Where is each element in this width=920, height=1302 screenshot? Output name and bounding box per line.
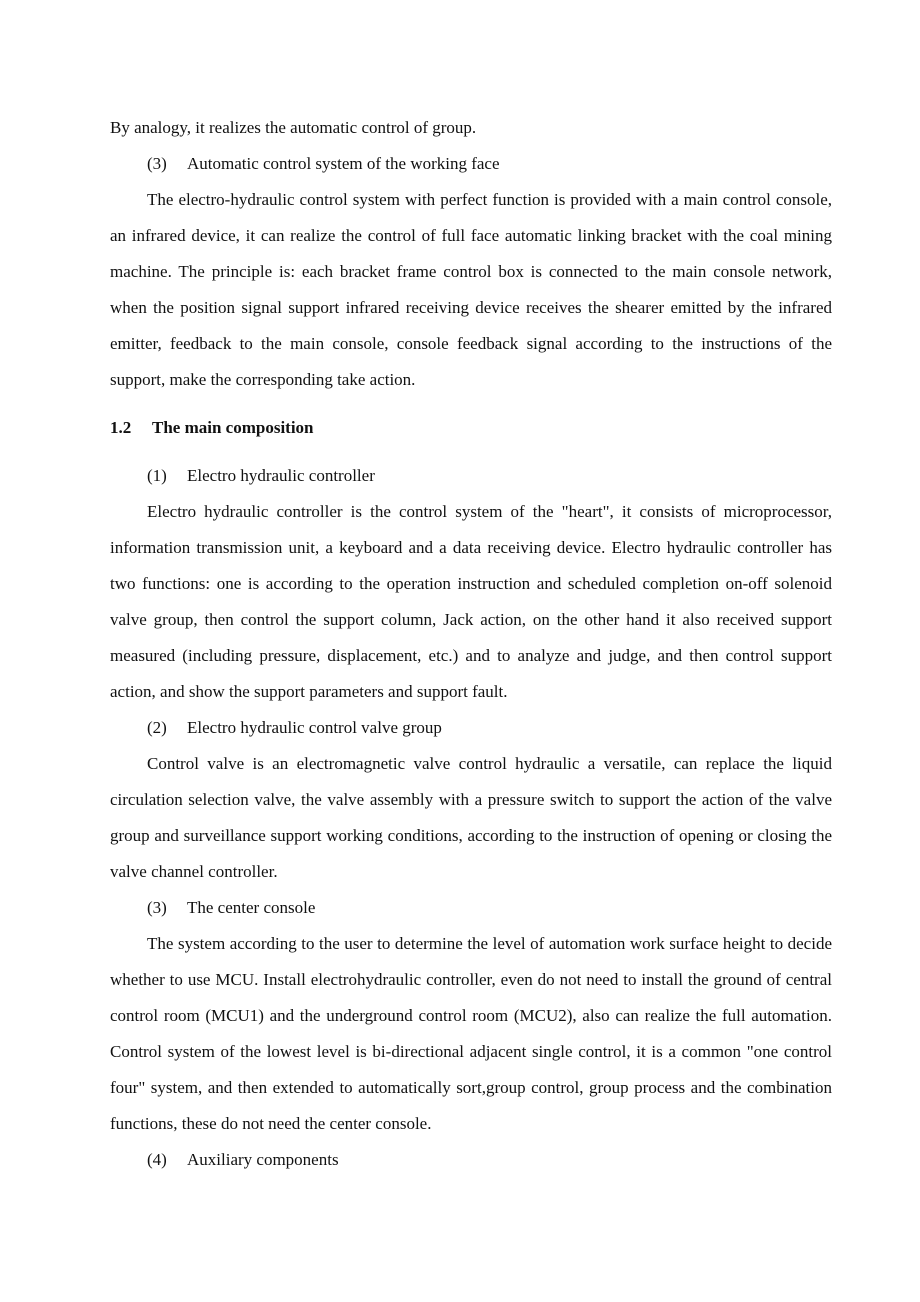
list-item-number: (4): [147, 1150, 167, 1169]
list-item-valve-group: [110, 710, 832, 746]
paragraph-controller: Electro hydraulic controller is the control system of the "heart", it consists of microprocessor, information transmission unit, a keyboard and a data receiving device. Electro hydraulic controller has two functions: one is according to the operation instruction and scheduled completion on-off solenoid valve group, then control the support column, Jack action, on the other hand it also received support measured (including pressure, displacement, etc.) and to analyze and judge, and then control support action, and show the support parameters and support fault.: [110, 502, 832, 701]
list-item-number: (3): [147, 154, 167, 173]
list-item-label: Auxiliary components: [187, 1150, 339, 1169]
list-item-number: (2): [147, 718, 167, 737]
document-page: [110, 110, 832, 1178]
paragraph-working-face: The electro-hydraulic control system with perfect function is provided with a main control console, an infrared device, it can realize the control of full face automatic linking bracket with the coal mining machine. The principle is: each bracket frame control box is connected to the main console network, when the position signal support infrared receiving device receives the shearer emitted by the infrared emitter, feedback to the main console, console feedback signal according to the instructions of the support, make the corresponding take action.: [110, 190, 832, 389]
list-item-center-console: [110, 890, 832, 926]
list-item-auxiliary: [110, 1142, 832, 1178]
paragraph-intro: By analogy, it realizes the automatic control of group.: [110, 118, 477, 137]
list-item-label: Automatic control system of the working face: [187, 154, 500, 173]
paragraph-center-console: The system according to the user to determine the level of automation work surface height to decide whether to use MCU. Install electrohydraulic controller, even do not need to install the ground of central control room (MCU1) and the underground control room (MCU2), also can realize the full automation. Control system of the lowest level is bi-directional adjacent single control, it is a common "one control four" system, and then extended to automatically sort,group control, group process and the combination functions, these do not need the center console.: [110, 934, 832, 1133]
section-heading: [110, 410, 832, 446]
paragraph-valve-group: Control valve is an electromagnetic valve control hydraulic a versatile, can replace the liquid circulation selection valve, the valve assembly with a pressure switch to support the action of the valve group and surveillance support working conditions, according to the instruction of opening or closing the valve channel controller.: [110, 754, 832, 881]
section-number: 1.2: [110, 418, 132, 437]
list-item-label: The center console: [187, 898, 316, 917]
list-item-number: (1): [147, 466, 167, 485]
list-item-working-face: [110, 146, 832, 182]
list-item-label: Electro hydraulic controller: [187, 466, 375, 485]
list-item-number: (3): [147, 898, 167, 917]
list-item-controller: [110, 458, 832, 494]
section-title: The main composition: [152, 418, 314, 437]
list-item-label: Electro hydraulic control valve group: [187, 718, 442, 737]
